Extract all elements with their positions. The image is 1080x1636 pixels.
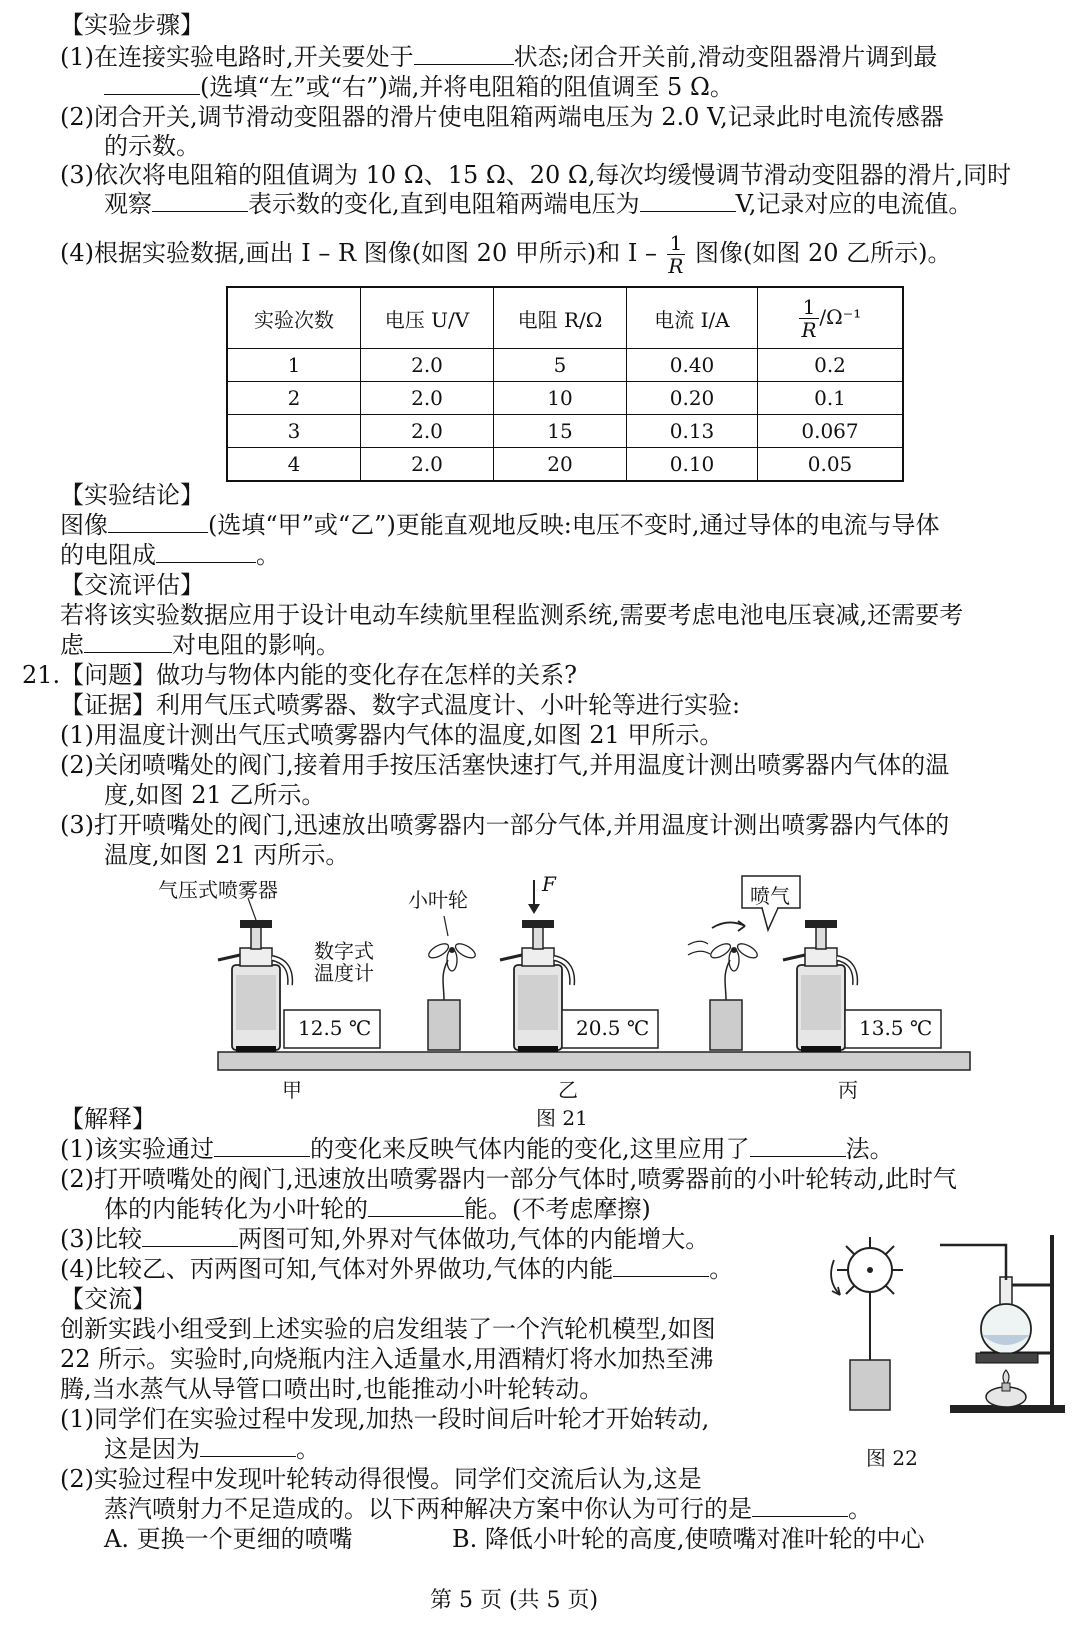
label-thermometer: 数字式 温度计 [314,939,374,985]
option-b: B. 降低小叶轮的高度,使喷嘴对准叶轮的中心 [452,1525,925,1553]
label-sprayer: 气压式喷雾器 [158,878,278,902]
steps-heading: 【实验步骤】 [60,11,204,39]
comm-q1-line1: (1)同学们在实验过程中发现,加热一段时间后叶轮才开始转动, [60,1405,710,1433]
bench [218,1052,970,1070]
explain-4: (4)比较乙、丙两图可知,气体对外界做功,气体的内能 。 [60,1255,734,1283]
temp-reading-b: 20.5 ℃ [576,1016,650,1040]
data-table [226,286,904,482]
q21-step1: (1)用温度计测出气压式喷雾器内气体的温度,如图 21 甲所示。 [60,721,724,749]
table-header-row [227,287,903,349]
q21-step3-line2: 温度,如图 21 丙所示。 [104,841,350,869]
figure-22-caption: 图 22 [866,1446,918,1470]
wheel-base [850,1360,890,1410]
explain-2-line1: (2)打开喷嘴处的阀门,迅速放出喷雾器内一部分气体时,喷雾器前的小叶轮转动,此时气 [60,1165,957,1193]
table-row: 3 2.0 15 0.13 0.067 [227,415,903,448]
figure-21 [0,870,1080,1090]
comm-q1-line2: 这是因为 。 [104,1435,320,1463]
force-arrow-icon [528,880,540,914]
pinwheel-stand-b [427,941,478,1050]
explain-2-line2: 体的内能转化为小叶轮的 能。(不考虑摩擦) [104,1195,651,1223]
table-header: 电阻 R/Ω [494,287,627,349]
comm-line1: 创新实践小组受到上述实验的启发组装了一个汽轮机模型,如图 [60,1315,716,1343]
answer-blank[interactable] [142,1224,238,1247]
answer-blank[interactable] [414,42,514,65]
answer-blank[interactable] [368,1194,464,1217]
table-header: $\frac{1}{R}$ /Ω⁻¹ [758,287,904,349]
step1-line2: (选填“左”或“右”)端,并将电阻箱的阻值调至 5 Ω。 [104,72,734,102]
step3-line2: 观察 表示数的变化,直到电阻箱两端电压为 V,记录对应的电流值。 [104,190,973,218]
q21-evidence: 【证据】利用气压式喷雾器、数字式温度计、小叶轮等进行实验: [60,691,741,719]
comm-q2-line2: 蒸汽喷射力不足造成的。以下两种解决方案中你认为可行的是 。 [104,1495,872,1523]
step2-line1: (2)闭合开关,调节滑动变阻器的滑片使电阻箱两端电压为 2.0 V,记录此时电流传感器 [60,103,944,131]
label-force: F [542,872,556,896]
alcohol-lamp [986,1370,1026,1407]
wire-gauze [976,1353,1038,1363]
conclusion-line1: 图像 (选填“甲”或“乙”)更能直观地反映:电压不变时,通过导体的电流与导体 [60,511,940,539]
label-wheel: 小叶轮 [408,888,468,912]
answer-blank[interactable] [752,1494,848,1517]
comm-line3: 腾,当水蒸气从导管口喷出时,也能推动小叶轮转动。 [60,1375,604,1403]
answer-blank[interactable] [152,189,248,212]
fraction-1-over-R: $\frac{1}{R}$ [668,231,684,278]
delivery-tube [940,1245,1006,1280]
step4-line: (4)根据实验数据,画出 I – R 图像(如图 20 甲所示)和 I – $\frac{1}{R}$ 图像(如图 20 乙所示)。 [60,231,952,278]
comm-heading: 【交流】 [60,1285,156,1313]
explain-1: (1)该实验通过 的变化来反映气体内能的变化,这里应用了 法。 [60,1135,894,1163]
label-yi: 乙 [558,1078,578,1102]
conclusion-heading: 【实验结论】 [60,481,204,509]
temp-reading-a: 12.5 ℃ [298,1016,372,1040]
eval-heading: 【交流评估】 [60,571,204,599]
explain-heading: 【解释】 [60,1105,156,1133]
flask [940,1245,1031,1354]
figure-21-caption: 图 21 [536,1106,588,1130]
comm-line2: 22 所示。实验时,向烧瓶内注入适量水,用酒精灯将水加热至沸 [60,1345,714,1373]
answer-blank[interactable] [104,72,200,95]
table-row: 2 2.0 10 0.20 0.1 [227,382,903,415]
table-row: 4 2.0 20 0.10 0.05 [227,448,903,482]
q21-step2-line1: (2)关闭喷嘴处的阀门,接着用手按压活塞快速打气,并用温度计测出喷雾器内气体的温 [60,751,950,779]
eval-line2: 虑 对电阻的影响。 [60,631,340,659]
step3-line1: (3)依次将电阻箱的阻值调为 10 Ω、15 Ω、20 Ω,每次均缓慢调节滑动变阻器的滑片,同时 [60,161,1012,189]
eval-line1: 若将该实验数据应用于设计电动车续航里程监测系统,需要考虑电池电压衰减,还需要考 [60,601,964,629]
answer-blank[interactable] [613,1254,709,1277]
label-bing: 丙 [838,1078,858,1102]
conclusion-line2: 的电阻成 。 [60,541,280,569]
answer-blank[interactable] [156,540,256,563]
answer-blank[interactable] [84,630,172,653]
option-a: A. 更换一个更细的喷嘴 [104,1525,353,1553]
label-spray: 喷气 [750,884,790,908]
q21-question: 21.【问题】做功与物体内能的变化存在怎样的关系? [22,661,578,689]
step1-line1: (1)在连接实验电路时,开关要处于 状态;闭合开关前,滑动变阻器滑片调到最 [60,43,938,71]
table-header: 实验次数 [227,287,361,349]
explain-3: (3)比较 两图可知,外界对气体做功,气体的内能增大。 [60,1225,710,1253]
table-row: 1 2.0 5 0.40 0.2 [227,349,903,382]
figure-22 [820,1225,1070,1435]
page-footer: 第 5 页 (共 5 页) [430,1588,599,1613]
temp-reading-c: 13.5 ℃ [859,1016,933,1040]
q21-step3-line1: (3)打开喷嘴处的阀门,迅速放出喷雾器内一部分气体,并用温度计测出喷雾器内气体的 [60,811,950,839]
wheel-pointer [444,916,448,936]
table-header: 电压 U/V [361,287,494,349]
comm-q2-line1: (2)实验过程中发现叶轮转动得很慢。同学们交流后认为,这是 [60,1465,702,1493]
answer-blank[interactable] [640,189,736,212]
step2-line2: 的示数。 [104,132,200,160]
answer-blank[interactable] [200,1434,296,1457]
airflow-lines [688,941,710,955]
q21-step2-line2: 度,如图 21 乙所示。 [104,781,326,809]
pinwheel-stand-c [688,921,759,1050]
label-jia: 甲 [282,1078,302,1102]
answer-blank[interactable] [108,510,208,533]
answer-blank[interactable] [750,1134,846,1157]
table-header: 电流 I/A [627,287,758,349]
sprayer-a [218,920,290,1052]
answer-blank[interactable] [214,1134,310,1157]
